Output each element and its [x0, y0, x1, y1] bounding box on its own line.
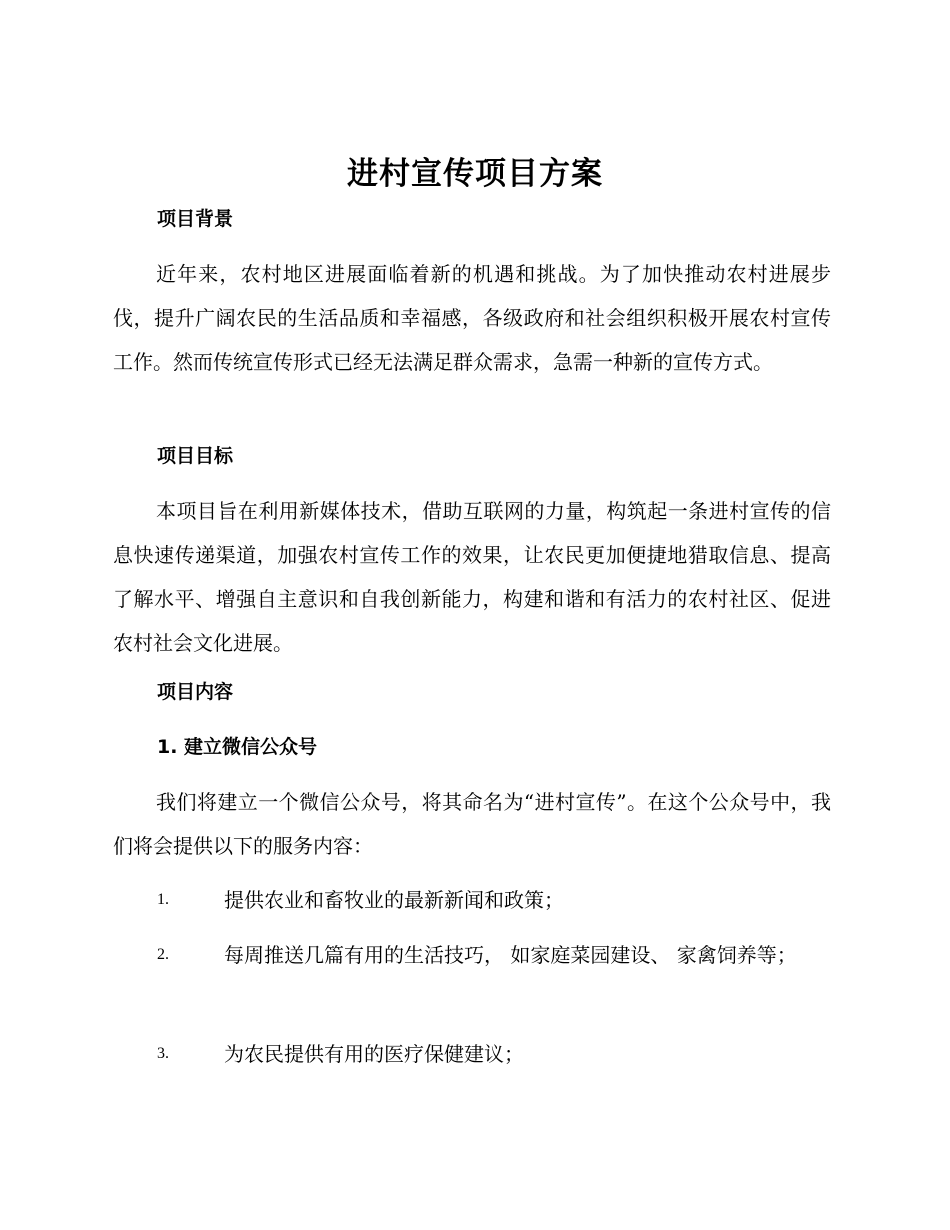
- list-item-text: 提供农业和畜牧业的最新新闻和政策；: [224, 888, 564, 912]
- paragraph-wechat-intro: 我们将建立一个微信公众号，将其命名为“进村宣传”。在这个公众号中，我们将会提供以下的服务内容：: [113, 790, 831, 858]
- list-item-number: 1.: [157, 891, 169, 908]
- list-item-number: 3.: [157, 1045, 169, 1062]
- list-item-number: 2.: [157, 946, 169, 963]
- subheading-wechat: 1. 建立微信公众号: [157, 736, 318, 758]
- section-heading-goal: 项目目标: [157, 445, 234, 467]
- paragraph-background: 近年来，农村地区进展面临着新的机遇和挑战。为了加快推动农村进展步伐，提升广阔农民的生活品质和幸福感，各级政府和社会组织积极开展农村宣传工作。然而传统宣传形式已经无法满足群众需求，急需一种新的宣传方式。: [113, 262, 831, 374]
- document-title: 进村宣传项目方案: [347, 156, 603, 192]
- list-item-text: 为农民提供有用的医疗保健建议；: [224, 1042, 524, 1066]
- section-heading-background: 项目背景: [157, 208, 234, 230]
- section-heading-content: 项目内容: [157, 681, 234, 703]
- paragraph-goal: 本项目旨在利用新媒体技术，借助互联网的力量，构筑起一条进村宣传的信息快速传递渠道，加强农村宣传工作的效果，让农民更加便捷地猎取信息、提高了解水平、增强自主意识和自我创新能力，构建和谐和有活力的农村社区、促进农村社会文化进展。: [113, 499, 831, 655]
- list-item-text: 每周推送几篇有用的生活技巧， 如家庭菜园建设、 家禽饲养等；: [224, 943, 797, 967]
